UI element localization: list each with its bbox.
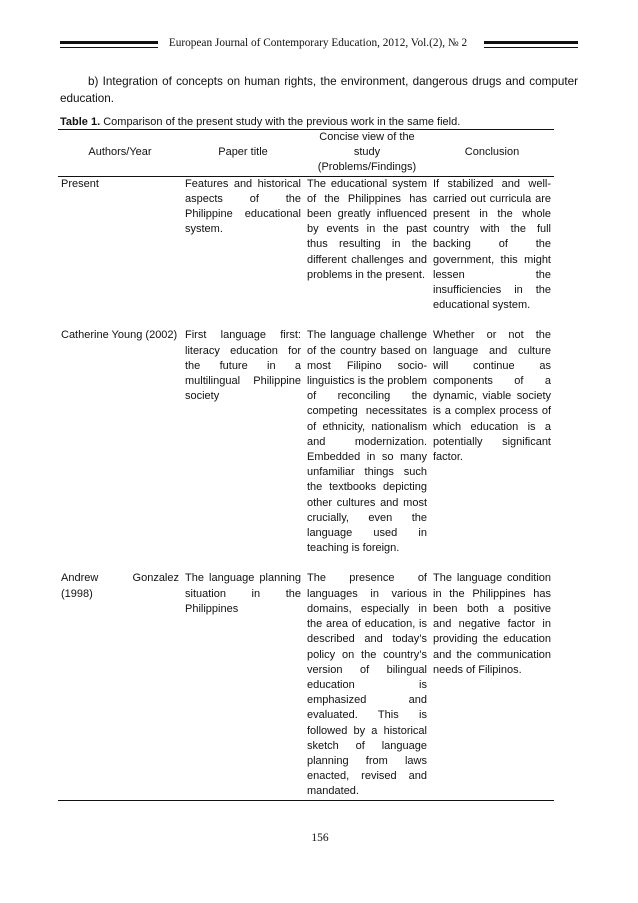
table-row [58,328,554,571]
column-header-title: Paper title [182,130,304,177]
page-number: 156 [311,832,329,844]
column-header-authors: Authors/Year [58,130,182,177]
cell-findings: The presence of languages in various domains, especially in the area of education, is described and today’s policy on the country’s version of bilingual education is emphasized and evaluated. This is followed by a historical sketch of language planning from laws enacted, revised and mandated. [304,571,430,800]
table-row [58,176,554,328]
table-caption-label: Table 1. [60,116,101,128]
table-caption [60,116,580,128]
cell-findings: The language challenge of the country based on most Filipino socio-linguistics is the problem of reconciling the competing necessitates of ethnicity, nationalism and modernization. Embedded in so many unfamiliar things such the textbooks depicting other cultures and most crucially, even the language used in teaching is foreign. [307,329,427,555]
table-header-row [58,130,554,177]
cell-title: Features and historical aspects of the Philippine educational system. [185,177,301,236]
cell-conclusion: Whether or not the language and culture will continue as components of a dynamic, viable society is a complex process of which education is a potentially significant factor. [433,329,551,464]
header-rule-left [60,41,158,44]
column-header-conclusion: Conclusion [430,130,554,177]
header-rule-left-thin [60,47,158,48]
intro-text: b) Integration of concepts on human rights, the environment, dangerous drugs and computer education. [60,75,578,105]
column-header-findings: Concise view of the study (Problems/Findings) [304,130,430,177]
cell-title: The language planning situation in the Philippines [182,571,304,800]
cell-author: Andrew Gonzalez (1998) [58,571,182,800]
comparison-table [58,129,554,801]
header-rule-right [484,41,578,44]
cell-conclusion: The language condition in the Philippines has been both a positive and negative factor in providing the education and the communication needs of Filipinos. [430,571,554,800]
journal-title: European Journal of Contemporary Education, 2012, Vol.(2), № 2 [168,37,468,49]
cell-author: Catherine Young (2002) [61,329,178,342]
cell-conclusion: If stabilized and well-carried out curricula are present in the whole country with the full backing of the government, this might lessen the insufficiencies in the educational system. [433,177,551,312]
cell-title: First language first: literacy education for the future in a multilingual Philippine society [185,329,301,403]
intro-paragraph [60,73,578,107]
running-header [0,36,638,56]
table-row [58,571,554,800]
header-rule-right-thin [484,47,578,48]
cell-author: Present [61,177,99,190]
table-caption-text: Comparison of the present study with the previous work in the same field. [103,116,461,128]
cell-findings: The educational system of the Philippines has been greatly influenced by events in the past thus resulting in the different challenges and problems in the present. [307,177,427,281]
